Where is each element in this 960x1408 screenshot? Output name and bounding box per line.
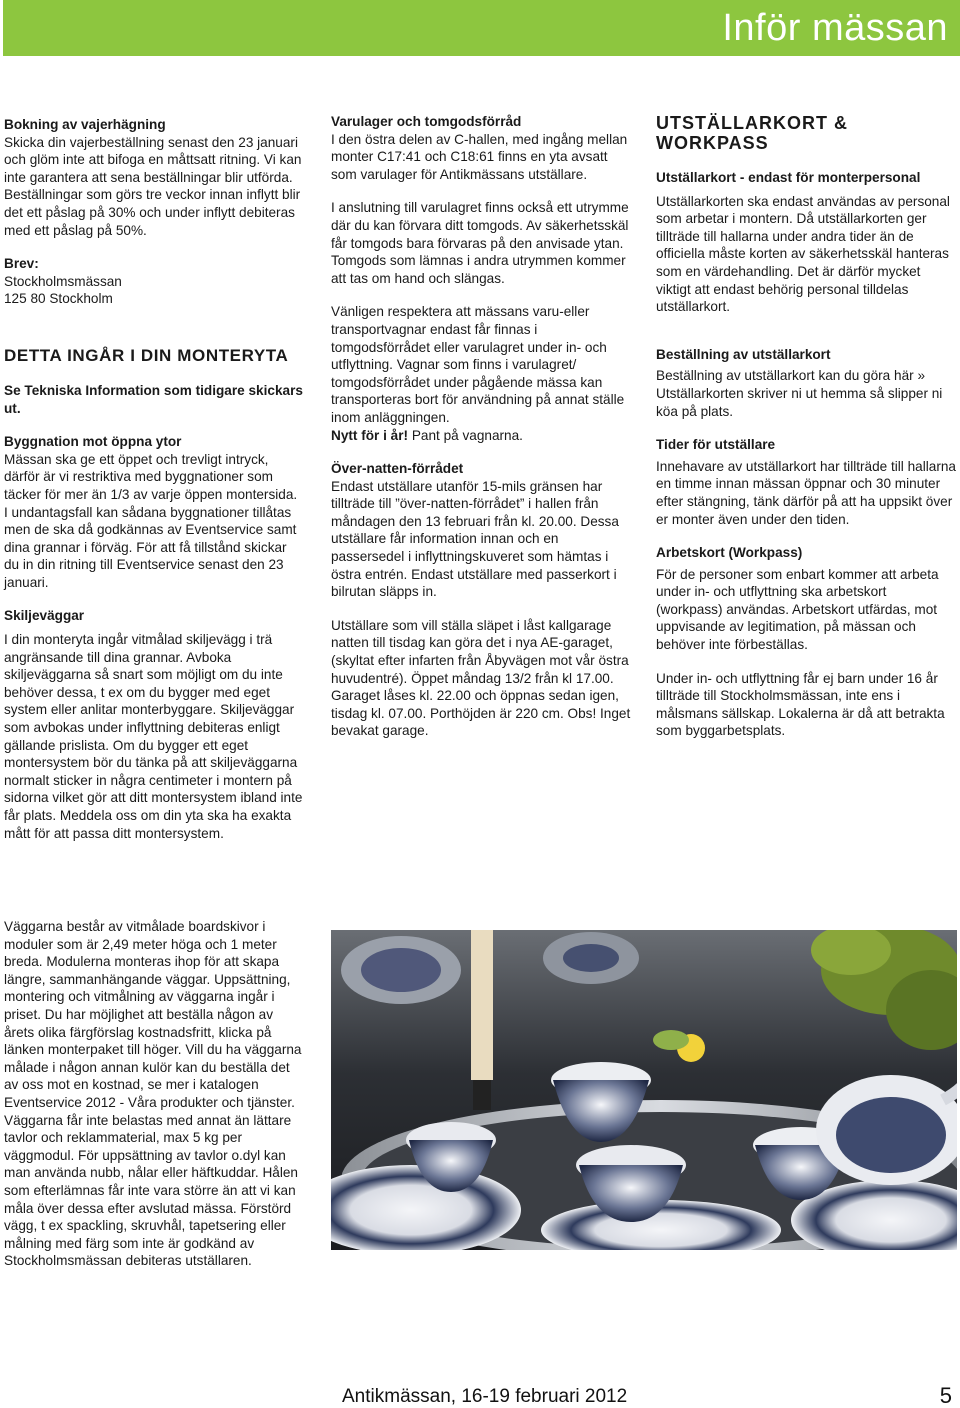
paragraph-vagnar <box>331 303 631 444</box>
subheading-teknisk-info: Se Tekniska Information som tidigare skickars ut. <box>4 382 303 416</box>
column-middle <box>331 113 631 756</box>
section-heading-utstallarkort: UTSTÄLLARKORT & WORKPASS <box>656 113 848 153</box>
brev-label: Brev: <box>4 256 39 272</box>
heading-tider: Tider för utställare <box>656 437 776 453</box>
column-right <box>656 113 956 756</box>
page-header-title: Inför mässan <box>722 7 948 49</box>
page-header-banner <box>3 0 960 56</box>
paragraph-vagnar-text: Vänligen respektera att mässans varu-eller transportvagnar endast får finnas i tomgodsförrådet eller varulagret under in- och utflyttning. Vagnar som finns i varulagret/ tomgodsförrådet under pågående mässa kan transporteras bort för användning på annat ställe inom anläggningen. <box>331 304 625 425</box>
paragraph-tider: Innehavare av utställarkort har tillträde till hallarna en timme innan mässan öppnar och 30 minuter efter stängning, tänk därför på att ha uppsikt över er monter även under den tiden. <box>656 458 956 527</box>
heading-arbetskort: Arbetskort (Workpass) <box>656 545 803 561</box>
heading-varulager: Varulager och tomgodsförråd <box>331 114 522 129</box>
heading-bestallning-utstallarkort: Beställning av utställarkort <box>656 346 831 362</box>
section-heading-monteryta: DETTA INGÅR I DIN MONTERYTA <box>4 345 289 365</box>
brev-line-2: 125 80 Stockholm <box>4 291 113 307</box>
heading-vajerhagning: Bokning av vajerhägning <box>4 117 166 132</box>
column-left <box>4 116 304 858</box>
pant-text: Pant på vagnarna. <box>408 427 523 443</box>
paragraph-garage: Utställare som vill ställa släpet i låst kallgarage natten till tisdag kan göra det i nya AE-garaget, (skyltat efter infarten från Åbyvägen mot vår östra huvudentré). Öppet måndag 13/2 från kl 17.00. Garaget låses kl. 22.00 och öppnas sedan igen, tisdag kl. 07.00. Porthöjden är 220 cm. Obs! Inget bevakat garage. <box>331 617 631 739</box>
heading-skiljevaggar: Skiljeväggar <box>4 608 85 624</box>
paragraph-bestallning-utstallarkort: Beställning av utställarkort kan du göra här » Utställarkorten skriver ni ut hemma så slipper ni köa på plats. <box>656 368 943 419</box>
paragraph-vaggar: Väggarna består av vitmålade boardskivor i moduler som är 2,49 meter höga och 1 meter breda. Modulerna monteras ihop för att skapa längre, sammanhängande väggar. Uppsättning, montering och vitmålning av väggarna ingår i priset. Du har möjlighet att beställa någon av årets olika färgförslag kostnadsfritt, klicka på länken monterpaket till höger. Vill du ha väggarna målade i någon annan kulör kan du beställa det av oss mot en kostnad, se mer i katalogen Eventservice 2012 - Våra produkter och tjänster. Väggarna får inte belastas med annat än lättare tavlor och reklammaterial, max 5 kg per väggmodul. För uppsättning av tavlor o.dyl kan man använda nubb, nålar eller häftkuddar. Hålen som efterlämnas får inte vara större än att vi kan måla över dessa efter avslutad mässa. Förstörd vägg, t ex spackling, skruvhål, tapetsering eller målning med färg som inte är godkänd av Stockholmsmässan debiteras utställaren. <box>4 919 302 1269</box>
paragraph-skiljevaggar: I din monteryta ingår vitmålad skiljevägg i trä angränsande till dina grannar. Avboka skiljeväggarna så snart som möjligt om du inte behöver dessa, t ex om du bygger med eget system eller anlitar monterbyggare. Skiljeväggar som avbokas under inflyttning debiteras enligt gällande prislista. Om du bygger ett eget montersystem bör du tänka på att skiljeväggarna normalt sticker in några centimeter i montern på sidorna vilket gör att ditt montersystem ibland inte får plats. Meddela oss om din yta ska ha exakta mått för att passa ditt montersystem. <box>4 632 303 841</box>
porcelain-photo-illustration <box>331 930 957 1250</box>
column-left-bottom <box>4 918 304 1286</box>
paragraph-tomgods: I anslutning till varulagret finns också ett utrymme där du kan förvara ditt tomgods. Av säkerhetsskäl får tomgods bara förvaras på den anvisade ytan. Tomgods som lämnas i andra utrymmen kommer att tas om hand och slängas. <box>331 200 629 286</box>
porcelain-photo <box>331 930 957 1250</box>
paragraph-over-natten: Endast utställare utanför 15-mils gränsen har tillträde till ”över-natten-förrådet” i hallen från måndagen den 13 februari från kl. 20.00. Dessa utställare får information innan och en passersedel i inflyttningskuveret som hämtas i östra entrén. Endast utställare med passerkort i bilrutan släpps in. <box>331 478 619 600</box>
brev-line-1: Stockholmsmässan <box>4 273 122 289</box>
nytt-for-i-ar: Nytt för i år! <box>331 427 409 443</box>
paragraph-vajerhagning: Skicka din vajerbeställning senast den 23 januari och glöm inte att bifoga en måttsatt ritning. Vi kan inte garantera att sena beställningar blir utförda. Beställningar som görs tre veckor innan inflytt blir det ett påslag på 30% och under inflytt debiteras med ett påslag på 50%. <box>4 134 302 238</box>
paragraph-varulager: I den östra delen av C-hallen, med ingång mellan monter C17:41 och C18:61 finns en yta avsatt som varulager för Antikmässans utställare. <box>331 131 628 182</box>
paragraph-arbetskort: För de personer som enbart kommer att arbeta under in- och utflyttning ska arbetskort (workpass) användas. Arbetskort utfärdas, mot uppvisande av legitimation, på mässan och behöver inte förbeställas. <box>656 566 939 653</box>
heading-utstallarkort-personal: Utställarkort - endast för monterpersonal <box>656 170 921 185</box>
page-number: 5 <box>939 1383 952 1408</box>
heading-byggnation: Byggnation mot öppna ytor <box>4 434 182 450</box>
paragraph-barn: Under in- och utflyttning får ej barn under 16 år tillträde till Stockholmsmässan, inte ens i målsmans sällskap. Lokalerna är då att betrakta som byggarbetsplats. <box>656 670 945 739</box>
footer-event-text: Antikmässan, 16-19 februari 2012 <box>342 1386 628 1407</box>
paragraph-utstallarkort: Utställarkorten ska endast användas av personal som arbetar i montern. Då utställarkorten ger tillträde till hallarna under andra tider än de officiella måste korten av säkerhetsskäl hanteras som en värdehandling. Det är därför mycket viktigt att endast behörig personal tilldelas utställarkort. <box>656 193 950 315</box>
heading-over-natten: Över-natten-förrådet <box>331 461 464 477</box>
paragraph-byggnation: Mässan ska ge ett öppet och trevligt intryck, därför är vi restriktiva med byggnationer som täcker för mer än 1/3 av varje öppen montersida. I undantagsfall kan sådana byggnationer tillåtas men de ska då godkännas av Eventservice samt dina grannar i förväg. För att få tillstånd skickar du in din ritning till Eventservice senast den 23 januari. <box>4 451 298 590</box>
